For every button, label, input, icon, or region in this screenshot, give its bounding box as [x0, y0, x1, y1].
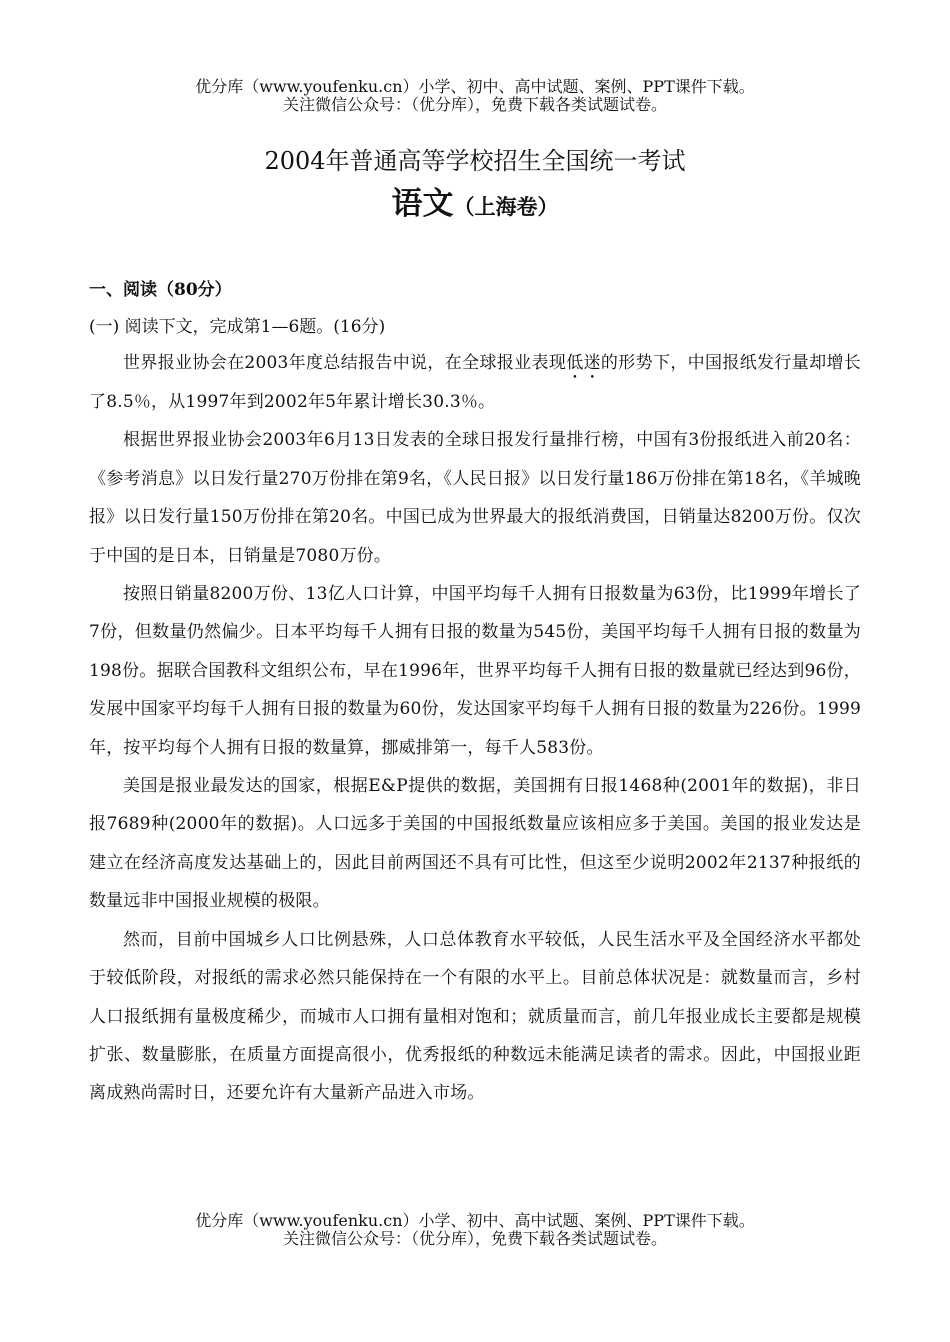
paragraph-2: 根据世界报业协会2003年6月13日发表的全球日报发行量排行榜，中国有3份报纸进入前20名：《参考消息》以日发行量270万份排在第9名，《人民日报》以日发行量186万份排在第18名，《羊城晚报》以日发行量150万份排在第20名。中国已成为世界最大的报纸消费国，日销量达8200万份。仅次于中国的是日本，日销量是7080万份。	[89, 430, 861, 566]
paragraph-1	[89, 344, 861, 421]
header-banner-line2: 关注微信公众号：（优分库），免费下载各类试题试卷。	[282, 95, 667, 114]
exam-title: 2004年普通高等学校招生全国统一考试	[264, 147, 686, 175]
paragraph-3: 按照日销量8200万份、13亿人口计算，中国平均每千人拥有日报数量为63份，比1999年增长了7份，但数量仍然偏少。日本平均每千人拥有日报的数量为545份，美国平均每千人拥有日报的数量为198份。据联合国教科文组织公布，早在1996年，世界平均每千人拥有日报的数量就已经达到96份，发展中国家平均每千人拥有日报的数量为60份，发达国家平均每千人拥有日报的数量为226份。1999年，按平均每个人拥有日报的数量算，挪威排第一，每千人583份。	[89, 584, 861, 758]
header-banner-line1: 优分库（www.youfenku.cn）小学、初中、高中试题、案例、PPT课件下载。	[195, 77, 755, 96]
header-banner	[0, 78, 950, 114]
reading-section	[89, 276, 861, 1113]
paragraph-5: 然而，目前中国城乡人口比例悬殊，人口总体教育水平较低，人民生活水平及全国经济水平都处于较低阶段，对报纸的需求必然只能保持在一个有限的水平上。目前总体状况是：就数量而言，乡村人口报纸拥有量极度稀少，而城市人口拥有量相对饱和；就质量而言，前几年报业成长主要都是规模扩张、数量膨胀，在质量方面提高很小，优秀报纸的种数远未能满足读者的需求。因此，中国报业距离成熟尚需时日，还要允许有大量新产品进入市场。	[89, 929, 861, 1104]
paragraph-1-before: 世界报业协会在2003年度总结报告中说，在全球报业表现	[123, 353, 567, 373]
footer-banner-line2: 关注微信公众号：（优分库），免费下载各类试题试卷。	[282, 1229, 667, 1248]
paragraph-1-after: 的形势下，中国报纸发行量却增长了8.5％，从1997年到2002年5年累计增长30.3％。	[89, 353, 861, 412]
exam-subject-line	[0, 182, 950, 229]
exam-subject: 语文	[391, 186, 454, 222]
exam-edition: （上海卷）	[453, 194, 559, 219]
footer-banner	[0, 1212, 950, 1248]
paragraph-4: 美国是报业最发达的国家，根据E&P提供的数据，美国拥有日报1468种(2001年的数据)，非日报7689种(2000年的数据)。人口远多于美国的中国报纸数量应该相应多于美国。美国的报业发达是建立在经济高度发达基础上的，因此目前两国还不具有可比性，但这至少说明2002年2137种报纸的数量远非中国报业规模的极限。	[89, 776, 861, 912]
question-intro: (一) 阅读下文，完成第1—6题。(16分)	[89, 317, 386, 337]
emphasized-word: 低迷	[566, 353, 601, 373]
footer-banner-line1: 优分库（www.youfenku.cn）小学、初中、高中试题、案例、PPT课件下载。	[195, 1211, 755, 1230]
section-heading: 一、阅读（80分）	[89, 280, 232, 300]
